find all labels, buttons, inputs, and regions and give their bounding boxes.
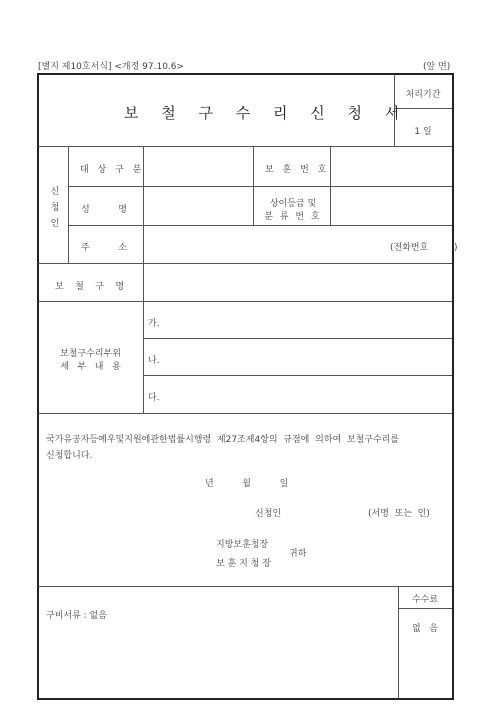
date-line[interactable]: 년 월 일 xyxy=(205,479,289,489)
repair-item-da[interactable]: 다. xyxy=(148,393,160,403)
name-label: 성 명 xyxy=(81,205,127,215)
statement-text: 국가유공자등예우및지원에관한법률시행령 제27조제4항의 규점에 의하여 보철구수리를 xyxy=(46,435,400,445)
veteran-number-label: 보 훈 번 호 xyxy=(265,165,330,175)
disability-grade-label: 상이등급 및 분 류 번 호 xyxy=(264,199,322,222)
office-name-2: 보 훈 지 청 장 xyxy=(216,559,271,569)
repair-details-label: 보철구수리부위 세 부 내 용 xyxy=(60,349,121,372)
statement-text-2: 신청합니다. xyxy=(46,451,93,461)
applicant-signature-label: 신청인 xyxy=(255,509,282,519)
frame-top xyxy=(37,73,454,75)
target-category-label: 대 상 구 분 xyxy=(80,165,145,175)
fee-label: 수수료 xyxy=(411,595,439,605)
form-title: 보 철 구 수 리 신 청 서 xyxy=(124,104,409,122)
address-label: 주 소 xyxy=(81,243,127,253)
form-id: [별지 제10호서식] <개정 97.10.6> xyxy=(38,62,185,72)
disability-grade-field[interactable] xyxy=(332,188,450,224)
frame-right xyxy=(452,73,454,700)
veteran-number-field[interactable] xyxy=(332,148,450,184)
office-name-1: 지방보훈청장 xyxy=(216,540,269,550)
frame-left xyxy=(37,73,39,700)
device-name-label: 보 철 구 명 xyxy=(55,282,125,292)
repair-item-ga[interactable]: 가. xyxy=(148,319,160,329)
recipient-suffix: 귀하 xyxy=(289,549,307,559)
device-name-field[interactable] xyxy=(145,265,450,301)
repair-item-na[interactable]: 나. xyxy=(148,356,160,366)
processing-period-label: 처리기간 xyxy=(405,90,441,100)
page-side: (앞 면) xyxy=(423,62,451,72)
signature-hint[interactable]: (서명 또는 인) xyxy=(368,509,430,519)
frame-bottom xyxy=(37,698,454,700)
address-field[interactable] xyxy=(145,227,385,262)
phone-label: (전화번호 ) xyxy=(390,243,458,253)
target-category-field[interactable] xyxy=(145,148,251,184)
required-documents: 구비서류 : 없음 xyxy=(46,611,107,621)
fee-value: 없 음 xyxy=(412,624,438,634)
applicant-group-label: 신 청 인 xyxy=(50,187,60,229)
name-field[interactable] xyxy=(145,188,251,224)
processing-period-value: 1 일 xyxy=(414,127,432,137)
